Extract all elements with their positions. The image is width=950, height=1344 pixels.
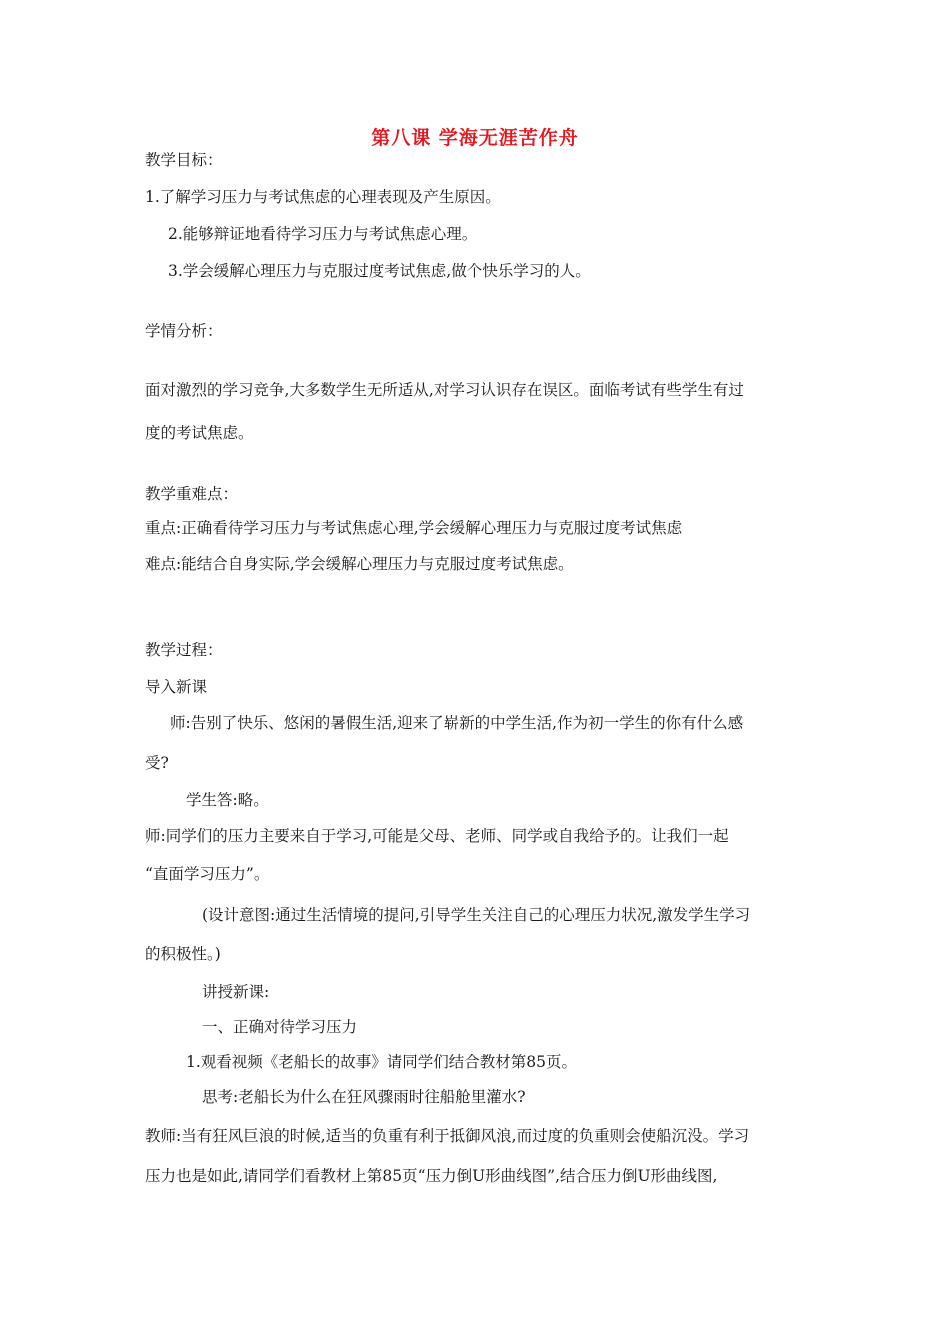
student-answer: 学生答:略。 — [186, 791, 269, 809]
objective-item-1: 1.了解学习压力与考试焦虑的心理表现及产生原因。 — [145, 188, 501, 206]
section-heading-objectives: 教学目标： — [145, 151, 223, 169]
subheading-intro: 导入新课 — [145, 678, 208, 696]
section-heading-analysis: 学情分析： — [145, 322, 223, 340]
analysis-paragraph-line-1: 面对激烈的学习竞争,大多数学生无所适从,对学习认识存在误区。面临考试有些学生有过 — [145, 381, 744, 399]
subheading-new-lesson: 讲授新课: — [202, 983, 270, 1001]
section-heading-process: 教学过程： — [145, 641, 223, 659]
teacher-line-2-cont: “直面学习压力”。 — [145, 865, 270, 883]
page-title: 第八课 学海无涯苦作舟 — [371, 127, 579, 149]
teacher-line-2: 师:同学们的压力主要来自于学习,可能是父母、老师、同学或自我给予的。让我们一起 — [145, 827, 729, 845]
objective-item-2: 2.能够辩证地看待学习压力与考试焦虑心理。 — [168, 225, 478, 243]
teacher-explanation-line-1: 教师:当有狂风巨浪的时候,适当的负重有利于抵御风浪,而过度的负重则会使船沉没。学习 — [145, 1127, 750, 1145]
section-one-heading: 一、正确对待学习压力 — [202, 1018, 358, 1036]
objective-item-3: 3.学会缓解心理压力与克服过度考试焦虑,做个快乐学习的人。 — [168, 262, 591, 280]
teacher-explanation-line-2: 压力也是如此,请同学们看教材上第85页“压力倒U形曲线图”,结合压力倒U形曲线图, — [145, 1167, 718, 1185]
teacher-line-1-cont: 受? — [145, 754, 169, 772]
key-point-line: 重点:正确看待学习压力与考试焦虑心理,学会缓解心理压力与克服过度考试焦虑 — [145, 519, 683, 537]
difficulty-line: 难点:能结合自身实际,学会缓解心理压力与克服过度考试焦虑。 — [145, 555, 574, 573]
section-heading-key-points: 教学重难点： — [145, 485, 239, 503]
design-intent-line-2: 的积极性。) — [145, 945, 221, 963]
teacher-line-1: 师:告别了快乐、悠闲的暑假生活,迎来了崭新的中学生活,作为初一学生的你有什么感 — [170, 714, 744, 732]
analysis-paragraph-line-2: 度的考试焦虑。 — [145, 424, 254, 442]
activity-item-1: 1.观看视频《老船长的故事》请同学们结合教材第85页。 — [186, 1053, 578, 1071]
think-question: 思考:老船长为什么在狂风骤雨时往船舱里灌水? — [202, 1088, 526, 1106]
design-intent-line-1: (设计意图:通过生活情境的提问,引导学生关注自己的心理压力状况,激发学生学习 — [202, 906, 751, 924]
